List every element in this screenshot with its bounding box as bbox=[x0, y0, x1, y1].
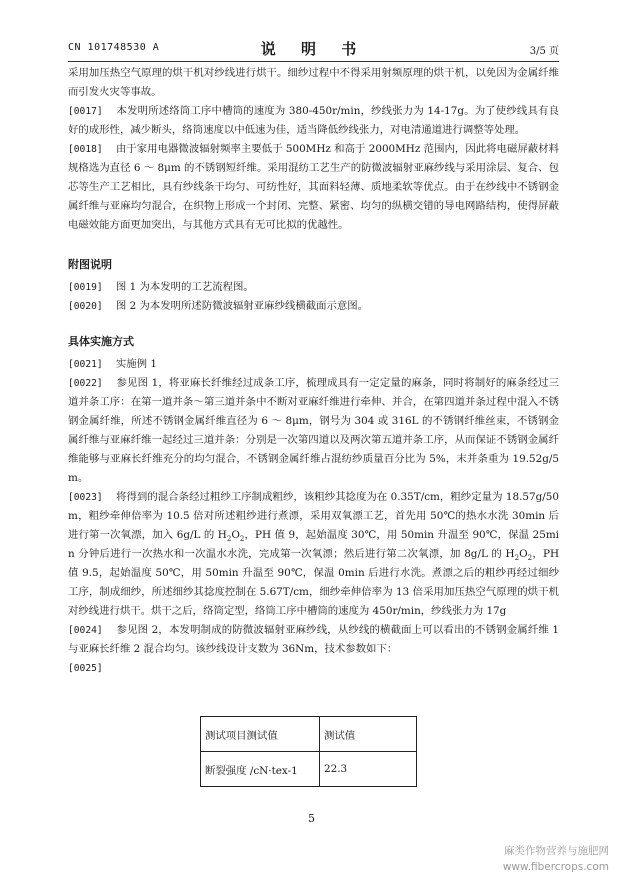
paragraph-number: [0024] bbox=[68, 625, 103, 636]
watermark bbox=[503, 843, 609, 875]
table-cell: 断裂强度 /cN·tex-1 bbox=[201, 752, 320, 787]
paragraph-text: 本发明所述络筒工序中槽筒的速度为 380-450r/min，纱线张力为 14-17g。为了使纱线具有良好的成形性，减少断头，络筒速度以中低速为佳，适当降低纱线张力，对电清通道进行调整等处理。 bbox=[68, 105, 559, 136]
paragraph-0022 bbox=[68, 374, 559, 488]
paragraph-number: [0025] bbox=[68, 663, 103, 674]
paragraph-0023: [0023] 将得到的混合条经过粗纱工序制成粗纱，该粗纱其捻度为在 0.35T/cm，粗纱定量为 18.57g/50m，粗纱牵伸倍率为 10.5 倍对所述粗纱进行煮漂，采用双氧漂工艺，首先用 50℃的热水水洗 30min 后进行第一次氧漂，加入 6g/L 的 $H_2O_2$，PH 值 9，起始温度 30℃，用 50min 升温至 90℃，保温 25min 分钟后进行一次热水和一次温水水洗，完成第一次氧漂；然后进行第二次氧漂，加 8g/L 的 $H_2O_2$，PH 值 9.5，起始温度 50℃，用 50min 升温至 90℃，保温 0min 后进行水洗。煮漂之后的粗纱再经过细纱工序，制成细纱，所述细纱其捻度控制在 5.67T/cm，细纱牵伸倍率为 13 倍采用加压热空气原理的烘干机对纱线进行烘干。烘干之后，络筒定型，络筒工序中槽筒的速度为 450r/min，纱线张力为 17g bbox=[68, 491, 560, 617]
paragraph-text: 参见图 2，本发明制成的防微波辐射亚麻纱线，从纱线的横截面上可以看出的不锈钢金属纤维 1 与亚麻长纤维 2 混合均匀。该纱线设计支数为 36Nm，技术参数如下： bbox=[68, 624, 559, 655]
paragraph-0025 bbox=[68, 659, 559, 678]
table-header-row bbox=[201, 717, 417, 752]
paragraph-0018 bbox=[68, 140, 559, 235]
test-parameters-table bbox=[200, 716, 417, 787]
paragraph-number: [0020] bbox=[68, 301, 103, 312]
paragraph-number: [0018] bbox=[68, 144, 103, 155]
header-rule bbox=[68, 61, 559, 62]
page-number: 5 bbox=[308, 812, 315, 825]
page-counter: 3/5 页 bbox=[529, 46, 559, 57]
paragraph-text: 实施例 1 bbox=[115, 358, 157, 370]
table-header-cell: 测试值 bbox=[320, 717, 417, 752]
paragraph-0017 bbox=[68, 102, 559, 140]
paragraph-number: [0017] bbox=[68, 106, 103, 117]
section-heading-figures: 附图说明 bbox=[68, 258, 112, 271]
table-header-cell: 测试项目测试值 bbox=[201, 717, 320, 752]
paragraph-number: [0023] bbox=[68, 492, 103, 503]
paragraph-number: [0019] bbox=[68, 282, 103, 293]
document-body bbox=[68, 64, 559, 678]
paragraph-text: 图 2 为本发明所述防微波辐射亚麻纱线横截面示意图。 bbox=[115, 300, 369, 312]
paragraph-text: 由于家用电器微波辐射频率主要低于 500MHz 和高于 2000MHz 范围内，因此将电磁屏蔽材料规格选为直径 6 ～ 8μm 的不锈钢短纤维。采用混纺工艺生产的防微波辐射亚麻纱线与采用涂层、复合、包芯等生产工艺相比，具有纱线条干均匀、可纺性好，其面料轻薄、质地柔软等优点。由于在纱线中不锈钢金属纤维与亚麻均匀混合，在织物上形成一个封闭、完整、紧密、均匀的纵横交错的导电网路结构，使得屏蔽电磁效能方面更加突出，与其他方式具有无可比拟的优越性。 bbox=[68, 143, 559, 231]
table-row bbox=[201, 752, 417, 787]
table-cell: 22.3 bbox=[320, 752, 417, 787]
paragraph-0024 bbox=[68, 621, 559, 659]
paragraph-number: [0021] bbox=[68, 359, 103, 370]
paragraph-text: 参见图 1，将亚麻长纤维经过成条工序，梳理成具有一定定量的麻条，同时将制好的麻条经过三道并条工序：在第一道并条～第三道并条中不断对亚麻纤维进行牵伸、并合，在第四道并条过程中混入不锈钢金属纤维，所述不锈钢金属纤维直径为 6 ～ 8μm，钢号为 304 或 316L 的不锈钢纤维丝束，不锈钢金属纤维与亚麻纤维一起经过三道并条：分别是一次第四道以及两次第五道并条工序，从而保证不锈钢金属纤维能够与亚麻长纤维充分的均匀混合，不锈钢金属纤维占混纺纱质量百分比为 5%，末并条重为 19.52g/5m。 bbox=[68, 377, 559, 484]
watermark-line-1: 麻类作物营养与施肥网 bbox=[504, 845, 609, 857]
paragraph-number: [0022] bbox=[68, 378, 103, 389]
document-title: 说 明 书 bbox=[260, 40, 367, 58]
paragraph-0020 bbox=[68, 297, 559, 316]
page-header bbox=[68, 38, 559, 60]
paragraph-0019 bbox=[68, 278, 559, 297]
paragraph-0021 bbox=[68, 355, 559, 374]
patent-number: CN 101748530 A bbox=[68, 42, 160, 53]
section-heading-embodiments: 具体实施方式 bbox=[68, 335, 134, 348]
paragraph-text: 图 1 为本发明的工艺流程图。 bbox=[115, 281, 254, 293]
paragraph-continuation: 采用加压热空气原理的烘干机对纱线进行烘干。细纱过程中不得采用射频原理的烘干机，以免因为金属纤维而引发火灾等事故。 bbox=[68, 67, 559, 98]
watermark-line-2: www.fibercrops.com bbox=[502, 861, 609, 873]
